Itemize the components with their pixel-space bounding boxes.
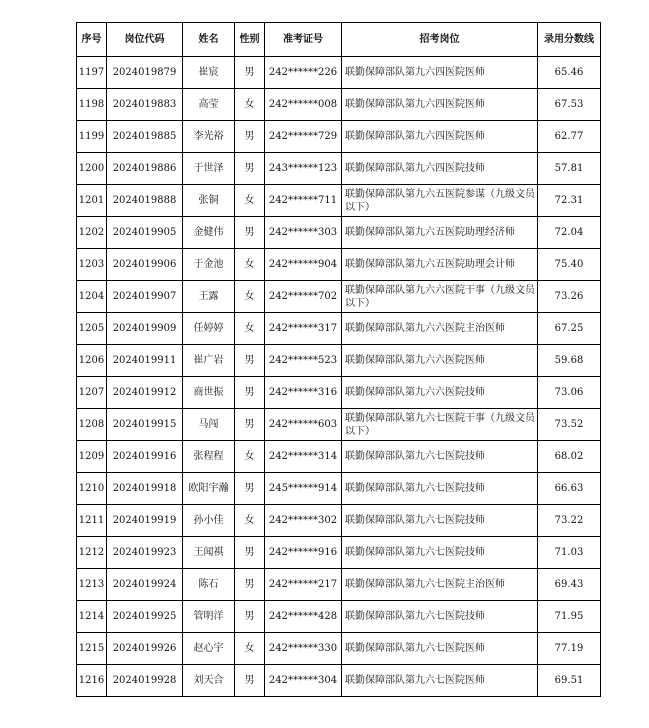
- score-cell: 73.06: [538, 377, 601, 409]
- serial-cell: 1211: [77, 505, 107, 537]
- serial-cell: 1200: [77, 153, 107, 185]
- ticket-number-cell: 242******316: [265, 377, 342, 409]
- score-cell: 71.95: [538, 601, 601, 633]
- post-code-cell: 2024019905: [107, 217, 183, 249]
- ticket-number-cell: 242******314: [265, 441, 342, 473]
- post-cell: 联勤保障部队第九六四医院技师: [342, 153, 538, 185]
- score-cell: 67.25: [538, 313, 601, 345]
- table-row: [77, 249, 601, 281]
- name-cell: 商世振: [183, 377, 235, 409]
- name-cell: 孙小佳: [183, 505, 235, 537]
- post-cell: 联勤保障部队第九六六医院主治医师: [342, 313, 538, 345]
- post-code-cell: 2024019916: [107, 441, 183, 473]
- post-code-cell: 2024019918: [107, 473, 183, 505]
- name-cell: 刘天合: [183, 665, 235, 697]
- serial-cell: 1210: [77, 473, 107, 505]
- table-row: [77, 377, 601, 409]
- score-cell: 57.81: [538, 153, 601, 185]
- ticket-number-cell: 245******914: [265, 473, 342, 505]
- score-cell: 73.26: [538, 281, 601, 313]
- post-cell: 联勤保障部队第九六六医院技师: [342, 377, 538, 409]
- score-cell: 69.43: [538, 569, 601, 601]
- score-cell: 73.52: [538, 409, 601, 441]
- post-cell: 联勤保障部队第九六七医院技师: [342, 441, 538, 473]
- table-row: [77, 633, 601, 665]
- serial-cell: 1208: [77, 409, 107, 441]
- ticket-number-cell: 242******008: [265, 89, 342, 121]
- post-code-cell: 2024019925: [107, 601, 183, 633]
- table-row: [77, 121, 601, 153]
- score-cell: 65.46: [538, 57, 601, 89]
- table-row: [77, 217, 601, 249]
- name-cell: 李光裕: [183, 121, 235, 153]
- post-code-cell: 2024019923: [107, 537, 183, 569]
- serial-cell: 1202: [77, 217, 107, 249]
- header-post: 招考岗位: [342, 23, 538, 57]
- ticket-number-cell: 242******302: [265, 505, 342, 537]
- serial-cell: 1214: [77, 601, 107, 633]
- name-cell: 金健伟: [183, 217, 235, 249]
- header-gender: 性别: [235, 23, 265, 57]
- gender-cell: 女: [235, 633, 265, 665]
- post-cell: 联勤保障部队第九六七医院技师: [342, 537, 538, 569]
- gender-cell: 男: [235, 409, 265, 441]
- serial-cell: 1209: [77, 441, 107, 473]
- post-code-cell: 2024019883: [107, 89, 183, 121]
- post-cell: 联勤保障部队第九六七医院干事（九级文员以下）: [342, 409, 538, 441]
- post-cell: 联勤保障部队第九六七医院技师: [342, 601, 538, 633]
- ticket-number-cell: 242******523: [265, 345, 342, 377]
- score-cell: 72.04: [538, 217, 601, 249]
- score-cell: 71.03: [538, 537, 601, 569]
- score-cell: 66.63: [538, 473, 601, 505]
- table-row: [77, 185, 601, 217]
- post-cell: 联勤保障部队第九六四医院医师: [342, 121, 538, 153]
- name-cell: 欧阳宇瀚: [183, 473, 235, 505]
- table-row: [77, 601, 601, 633]
- serial-cell: 1207: [77, 377, 107, 409]
- table-row: [77, 537, 601, 569]
- gender-cell: 男: [235, 601, 265, 633]
- ticket-number-cell: 242******729: [265, 121, 342, 153]
- gender-cell: 女: [235, 89, 265, 121]
- name-cell: 高莹: [183, 89, 235, 121]
- score-cell: 62.77: [538, 121, 601, 153]
- gender-cell: 男: [235, 121, 265, 153]
- score-cell: 75.40: [538, 249, 601, 281]
- name-cell: 管明洋: [183, 601, 235, 633]
- post-cell: 联勤保障部队第九六五医院参谋（九级文员以下）: [342, 185, 538, 217]
- header-post-code: 岗位代码: [107, 23, 183, 57]
- ticket-number-cell: 242******217: [265, 569, 342, 601]
- name-cell: 王闻祺: [183, 537, 235, 569]
- table-row: [77, 409, 601, 441]
- post-code-cell: 2024019909: [107, 313, 183, 345]
- score-cell: 67.53: [538, 89, 601, 121]
- name-cell: 赵心宇: [183, 633, 235, 665]
- post-cell: 联勤保障部队第九六七医院医师: [342, 633, 538, 665]
- header-row: [77, 23, 601, 57]
- table-row: [77, 345, 601, 377]
- ticket-number-cell: 242******226: [265, 57, 342, 89]
- ticket-number-cell: 242******304: [265, 665, 342, 697]
- name-cell: 于世泽: [183, 153, 235, 185]
- gender-cell: 男: [235, 377, 265, 409]
- post-code-cell: 2024019926: [107, 633, 183, 665]
- serial-cell: 1213: [77, 569, 107, 601]
- gender-cell: 男: [235, 473, 265, 505]
- gender-cell: 女: [235, 441, 265, 473]
- serial-cell: 1197: [77, 57, 107, 89]
- admission-score-table: [76, 22, 601, 697]
- gender-cell: 女: [235, 281, 265, 313]
- post-cell: 联勤保障部队第九六五医院助理会计师: [342, 249, 538, 281]
- ticket-number-cell: 242******702: [265, 281, 342, 313]
- table-row: [77, 665, 601, 697]
- post-cell: 联勤保障部队第九六七医院主治医师: [342, 569, 538, 601]
- post-cell: 联勤保障部队第九六四医院医师: [342, 89, 538, 121]
- gender-cell: 男: [235, 57, 265, 89]
- score-cell: 68.02: [538, 441, 601, 473]
- name-cell: 张铜: [183, 185, 235, 217]
- ticket-number-cell: 243******123: [265, 153, 342, 185]
- ticket-number-cell: 242******904: [265, 249, 342, 281]
- gender-cell: 男: [235, 217, 265, 249]
- table-row: [77, 281, 601, 313]
- table-row: [77, 473, 601, 505]
- table-row: [77, 313, 601, 345]
- score-cell: 73.22: [538, 505, 601, 537]
- post-cell: 联勤保障部队第九六七医院医师: [342, 665, 538, 697]
- serial-cell: 1199: [77, 121, 107, 153]
- serial-cell: 1204: [77, 281, 107, 313]
- score-cell: 59.68: [538, 345, 601, 377]
- name-cell: 陈石: [183, 569, 235, 601]
- score-cell: 72.31: [538, 185, 601, 217]
- table-row: [77, 569, 601, 601]
- header-ticket-number: 准考证号: [265, 23, 342, 57]
- ticket-number-cell: 242******711: [265, 185, 342, 217]
- gender-cell: 男: [235, 537, 265, 569]
- post-code-cell: 2024019928: [107, 665, 183, 697]
- table-row: [77, 153, 601, 185]
- name-cell: 任婷婷: [183, 313, 235, 345]
- header-name: 姓名: [183, 23, 235, 57]
- post-code-cell: 2024019907: [107, 281, 183, 313]
- ticket-number-cell: 242******303: [265, 217, 342, 249]
- post-code-cell: 2024019919: [107, 505, 183, 537]
- ticket-number-cell: 242******428: [265, 601, 342, 633]
- post-code-cell: 2024019906: [107, 249, 183, 281]
- header-score-line: 录用分数线: [538, 23, 601, 57]
- serial-cell: 1216: [77, 665, 107, 697]
- gender-cell: 男: [235, 153, 265, 185]
- name-cell: 王露: [183, 281, 235, 313]
- gender-cell: 男: [235, 345, 265, 377]
- post-cell: 联勤保障部队第九六六医院医师: [342, 345, 538, 377]
- post-code-cell: 2024019924: [107, 569, 183, 601]
- post-cell: 联勤保障部队第九六七医院技师: [342, 473, 538, 505]
- gender-cell: 女: [235, 505, 265, 537]
- score-cell: 69.51: [538, 665, 601, 697]
- gender-cell: 女: [235, 313, 265, 345]
- post-code-cell: 2024019912: [107, 377, 183, 409]
- gender-cell: 男: [235, 665, 265, 697]
- table-body: [77, 57, 601, 697]
- post-cell: 联勤保障部队第九六四医院医师: [342, 57, 538, 89]
- post-cell: 联勤保障部队第九六七医院技师: [342, 505, 538, 537]
- post-code-cell: 2024019879: [107, 57, 183, 89]
- table-row: [77, 57, 601, 89]
- header-serial: 序号: [77, 23, 107, 57]
- post-code-cell: 2024019911: [107, 345, 183, 377]
- table-row: [77, 441, 601, 473]
- table-row: [77, 89, 601, 121]
- name-cell: 张程程: [183, 441, 235, 473]
- ticket-number-cell: 242******603: [265, 409, 342, 441]
- serial-cell: 1206: [77, 345, 107, 377]
- post-cell: 联勤保障部队第九六五医院助理经济师: [342, 217, 538, 249]
- name-cell: 崔宸: [183, 57, 235, 89]
- serial-cell: 1215: [77, 633, 107, 665]
- post-code-cell: 2024019885: [107, 121, 183, 153]
- score-cell: 77.19: [538, 633, 601, 665]
- ticket-number-cell: 242******330: [265, 633, 342, 665]
- gender-cell: 男: [235, 569, 265, 601]
- name-cell: 于金池: [183, 249, 235, 281]
- post-code-cell: 2024019886: [107, 153, 183, 185]
- post-cell: 联勤保障部队第九六六医院干事（九级文员以下）: [342, 281, 538, 313]
- table-row: [77, 505, 601, 537]
- ticket-number-cell: 242******317: [265, 313, 342, 345]
- serial-cell: 1198: [77, 89, 107, 121]
- serial-cell: 1201: [77, 185, 107, 217]
- name-cell: 崔广岩: [183, 345, 235, 377]
- serial-cell: 1205: [77, 313, 107, 345]
- gender-cell: 女: [235, 185, 265, 217]
- gender-cell: 女: [235, 249, 265, 281]
- post-code-cell: 2024019888: [107, 185, 183, 217]
- post-code-cell: 2024019915: [107, 409, 183, 441]
- ticket-number-cell: 242******916: [265, 537, 342, 569]
- serial-cell: 1212: [77, 537, 107, 569]
- name-cell: 马闯: [183, 409, 235, 441]
- serial-cell: 1203: [77, 249, 107, 281]
